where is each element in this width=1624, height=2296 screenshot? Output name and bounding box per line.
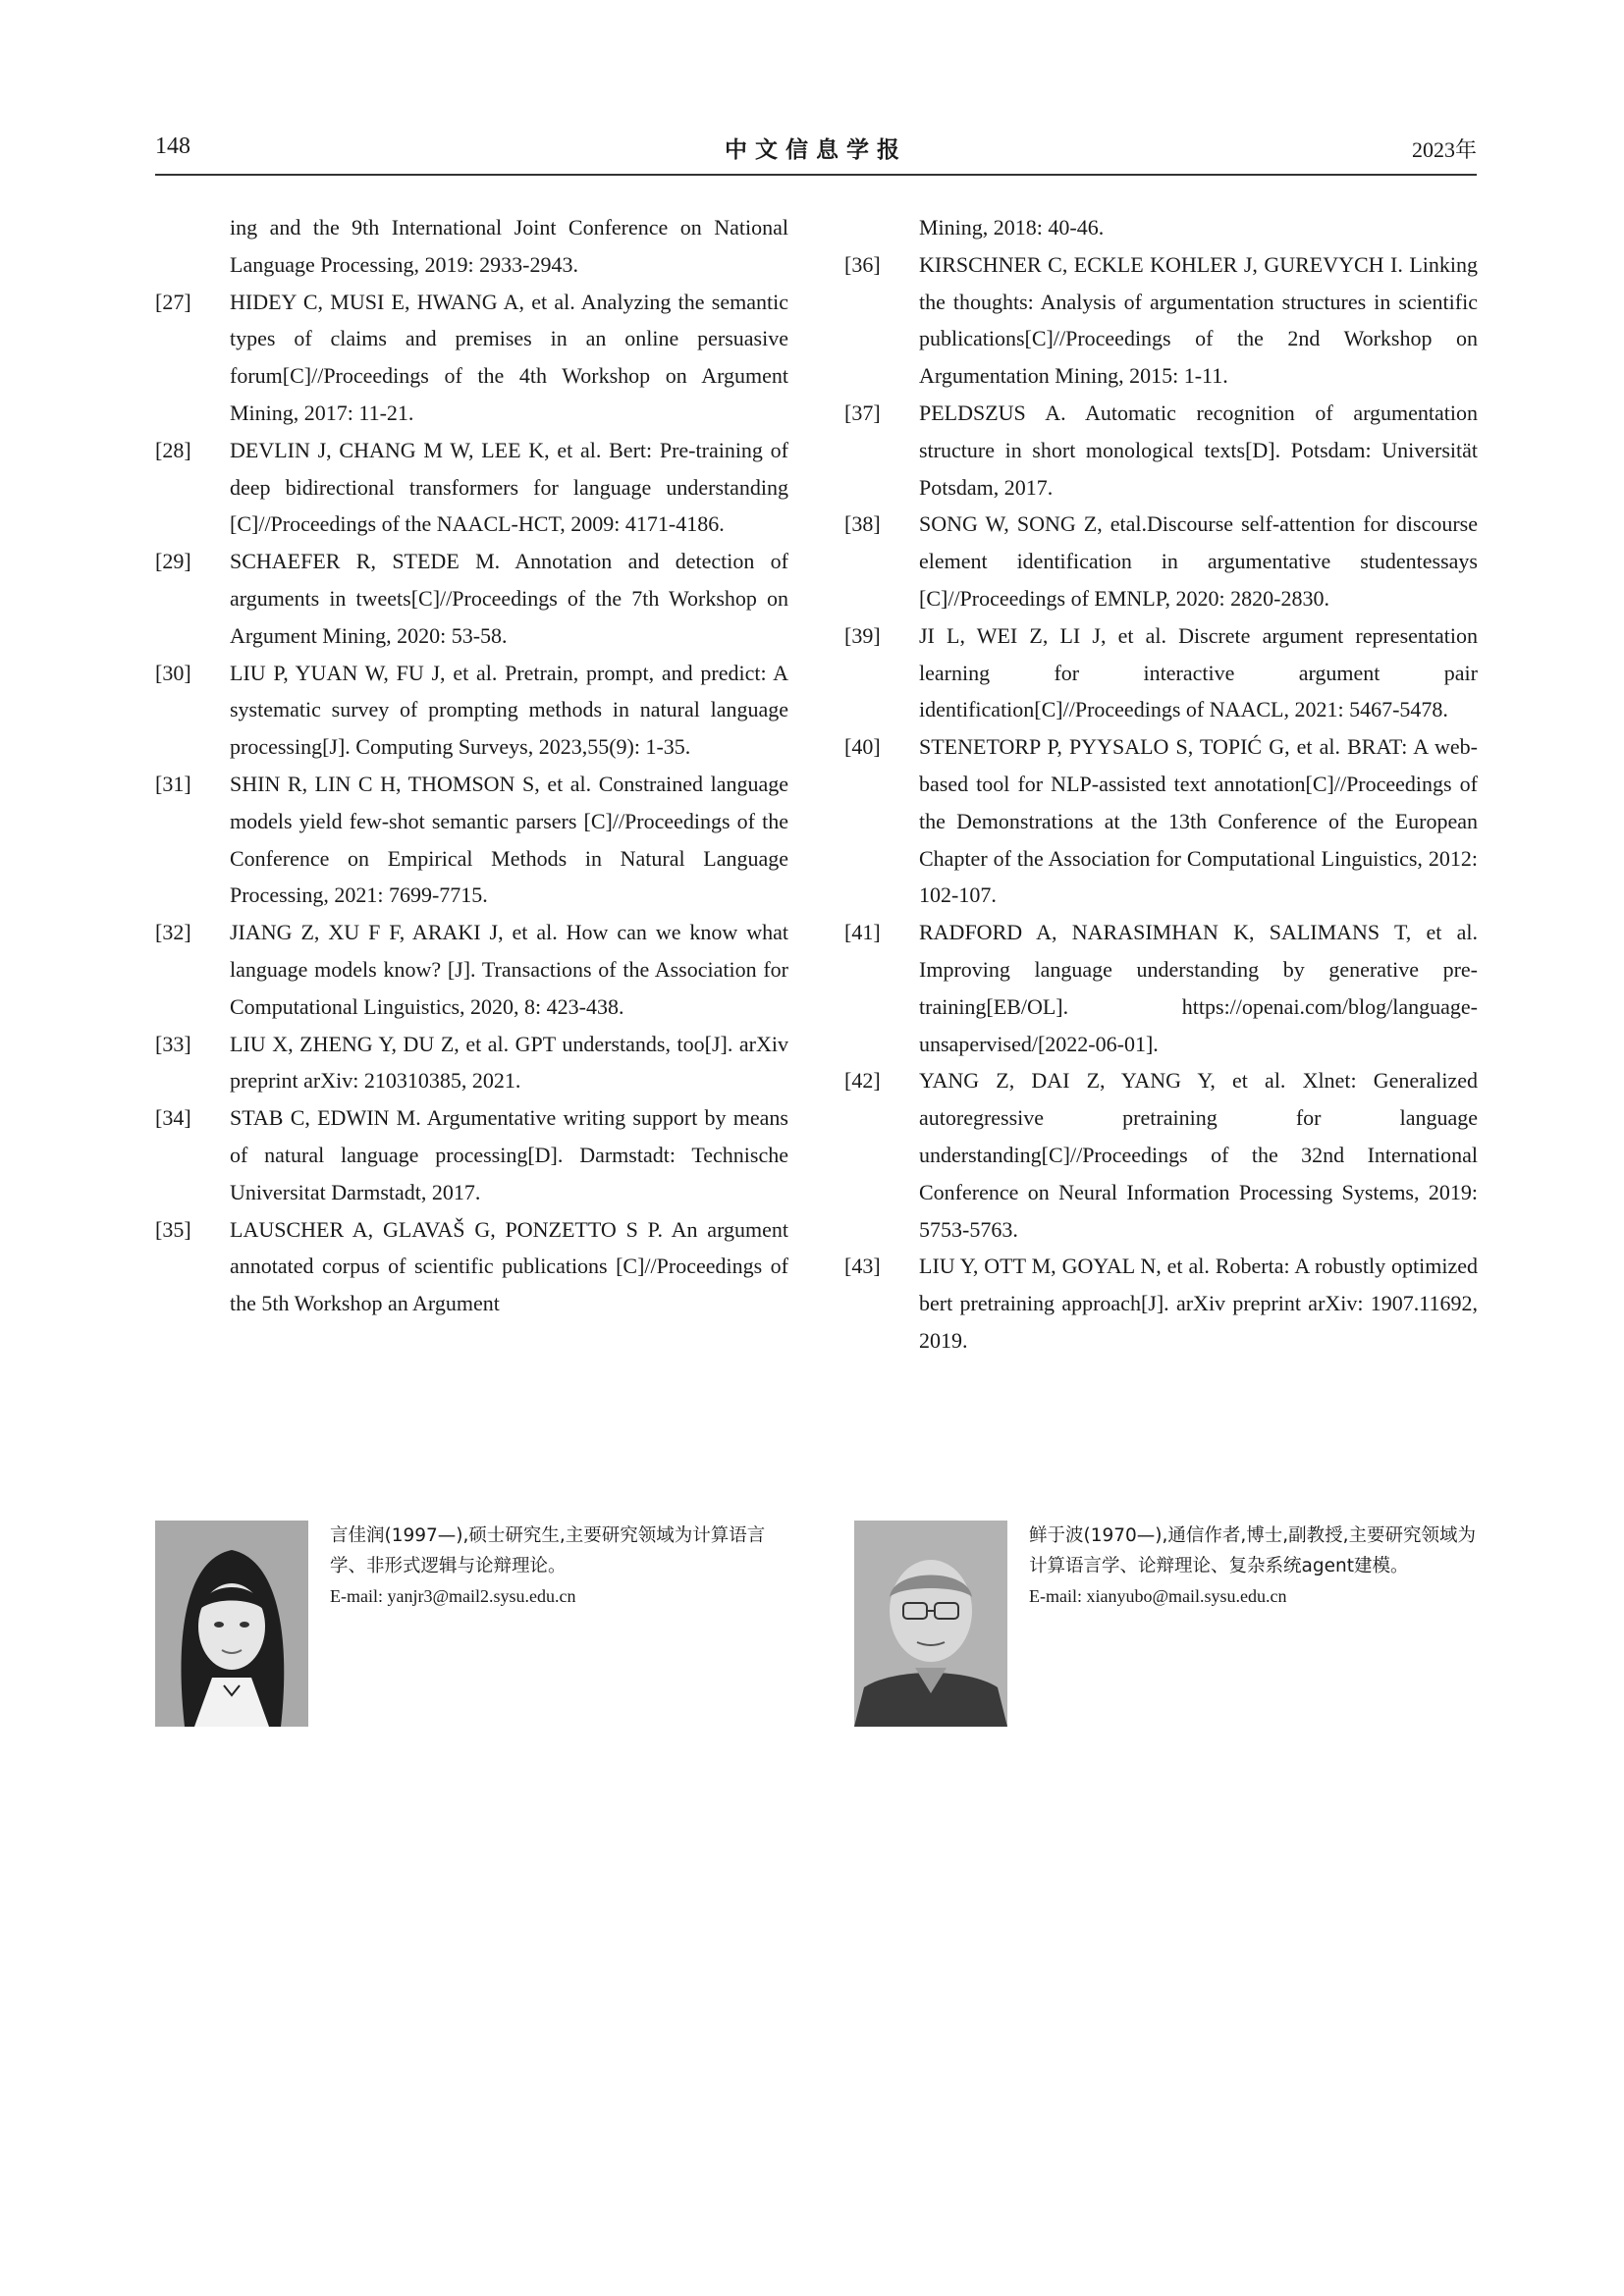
header-rule (155, 174, 1477, 176)
page-number: 148 (155, 133, 190, 159)
reference-text: JIANG Z, XU F F, ARAKI J, et al. How can we know what language models know? [J]. Transactions of the Association for Computational Linguistics, 2020, 8: 423-438. (230, 920, 788, 1019)
reference-text: STAB C, EDWIN M. Argumentative writing support by means of natural language processing[D]. Darmstadt: Technische Universitat Darmstadt, 2017. (230, 1105, 788, 1204)
author-bio-text (330, 1521, 784, 1612)
reference-text: HIDEY C, MUSI E, HWANG A, et al. Analyzing the semantic types of claims and premises in an online persuasive forum[C]//Proceedings of the 4th Workshop on Argument Mining, 2017: 11-21. (230, 289, 788, 425)
author-description: 言佳润(1997—),硕士研究生,主要研究领域为计算语言学、非形式逻辑与论辩理论。 (330, 1525, 766, 1576)
references-right-column (844, 209, 1478, 1360)
reference-item (155, 543, 788, 654)
reference-text: LIU P, YUAN W, FU J, et al. Pretrain, prompt, and predict: A systematic survey of prompting methods in natural language processing[J]. Computing Surveys, 2023,55(9): 1-35. (230, 660, 788, 760)
reference-item (155, 284, 788, 432)
reference-text: PELDSZUS A. Automatic recognition of argumentation structure in short monological texts[D]. Potsdam: Universität Potsdam, 2017. (919, 400, 1478, 500)
reference-text: KIRSCHNER C, ECKLE KOHLER J, GUREVYCH I. Linking the thoughts: Analysis of argumentation structures in scientific publications[C]//Proceedings of the 2nd Workshop on Argumentation Mining, 2015: 1-11. (919, 251, 1478, 389)
author-bio-text (1029, 1521, 1483, 1612)
reference-text: LAUSCHER A, GLAVAŠ G, PONZETTO S P. An argument annotated corpus of scientific publications [C]//Proceedings of the 5th Workshop an Argument (230, 1216, 788, 1316)
reference-item (844, 395, 1478, 506)
reference-text: LIU X, ZHENG Y, DU Z, et al. GPT understands, too[J]. arXiv preprint arXiv: 210310385, 2021. (230, 1031, 788, 1094)
author-description: 鲜于波(1970—),通信作者,博士,副教授,主要研究领域为计算语言学、论辩理论、复杂系统agent建模。 (1029, 1525, 1477, 1576)
reference-item (155, 914, 788, 1025)
reference-number: [36] (844, 251, 881, 277)
reference-number: [27] (155, 289, 191, 314)
reference-number: [29] (155, 549, 191, 574)
author-email: E-mail: xianyubo@mail.sysu.edu.cn (1029, 1586, 1287, 1606)
page-header (155, 132, 1477, 173)
reference-number: [43] (844, 1254, 881, 1279)
reference-item (844, 246, 1478, 395)
author-bio (155, 1521, 784, 1727)
author-email: E-mail: yanjr3@mail2.sysu.edu.cn (330, 1586, 576, 1606)
references-left-column (155, 209, 788, 1322)
reference-item (844, 1062, 1478, 1248)
reference-text: LIU Y, OTT M, GOYAL N, et al. Roberta: A robustly optimized bert pretraining approach[J]. arXiv preprint arXiv: 1907.11692, 2019. (919, 1254, 1478, 1353)
reference-item (844, 209, 1478, 246)
reference-number: [32] (155, 920, 191, 945)
journal-title: 中文信息学报 (725, 137, 907, 163)
reference-item (844, 617, 1478, 728)
reference-item (844, 728, 1478, 914)
author-photo (854, 1521, 1007, 1727)
reference-number: [38] (844, 511, 881, 537)
reference-item (155, 209, 788, 284)
author-bio (854, 1521, 1483, 1727)
reference-number: [39] (844, 622, 881, 648)
author-photo (155, 1521, 308, 1727)
reference-number: [28] (155, 437, 191, 462)
reference-text: SONG W, SONG Z, etal.Discourse self-attention for discourse element identification in argumentative studentessays [C]//Proceedings of EMNLP, 2020: 2820-2830. (919, 511, 1478, 611)
reference-item (155, 766, 788, 914)
reference-item (844, 914, 1478, 1062)
reference-text: Mining, 2018: 40-46. (919, 215, 1105, 240)
reference-text: STENETORP P, PYYSALO S, TOPIĆ G, et al. BRAT: A web-based tool for NLP-assisted text annotation[C]//Proceedings of the Demonstrations at the 13th Conference of the European Chapter of the Association for Computational Linguistics, 2012: 102-107. (919, 734, 1478, 908)
publication-year: 2023年 (1411, 137, 1477, 162)
reference-number: [33] (155, 1031, 191, 1056)
reference-number: [37] (844, 400, 881, 425)
reference-text: DEVLIN J, CHANG M W, LEE K, et al. Bert: Pre-training of deep bidirectional transformers for language understanding [C]//Proceedings of the NAACL-HCT, 2009: 4171-4186. (230, 437, 788, 537)
reference-item (844, 506, 1478, 616)
reference-number: [42] (844, 1068, 881, 1094)
reference-number: [30] (155, 660, 191, 685)
reference-item (155, 432, 788, 543)
reference-text: YANG Z, DAI Z, YANG Y, et al. Xlnet: Generalized autoregressive pretraining for language understanding[C]//Proceedings of the 32nd International Conference on Neural Information Processing Systems, 2019: 5753-5763. (919, 1068, 1478, 1242)
reference-item (155, 1026, 788, 1100)
reference-number: [41] (844, 920, 881, 945)
reference-number: [40] (844, 734, 881, 760)
reference-text: ing and the 9th International Joint Conference on National Language Processing, 2019: 2933-2943. (230, 215, 788, 277)
reference-text: JI L, WEI Z, LI J, et al. Discrete argument representation learning for interactive argument pair identification[C]//Proceedings of NAACL, 2021: 5467-5478. (919, 622, 1478, 722)
reference-text: SCHAEFER R, STEDE M. Annotation and detection of arguments in tweets[C]//Proceedings of the 7th Workshop on Argument Mining, 2020: 53-58. (230, 549, 788, 648)
reference-text: RADFORD A, NARASIMHAN K, SALIMANS T, et al. Improving language understanding by generative pre-training[EB/OL]. https://openai.com/blog/language-unsapervised/[2022-06-01]. (919, 920, 1478, 1056)
reference-text: SHIN R, LIN C H, THOMSON S, et al. Constrained language models yield few-shot semantic parsers [C]//Proceedings of the Conference on Empirical Methods in Natural Language Processing, 2021: 7699-7715. (230, 771, 788, 908)
reference-item (844, 1248, 1478, 1359)
reference-number: [35] (155, 1216, 191, 1242)
reference-item (155, 1099, 788, 1210)
reference-number: [34] (155, 1105, 191, 1131)
reference-item (155, 655, 788, 766)
reference-item (155, 1211, 788, 1322)
reference-number: [31] (155, 771, 191, 796)
